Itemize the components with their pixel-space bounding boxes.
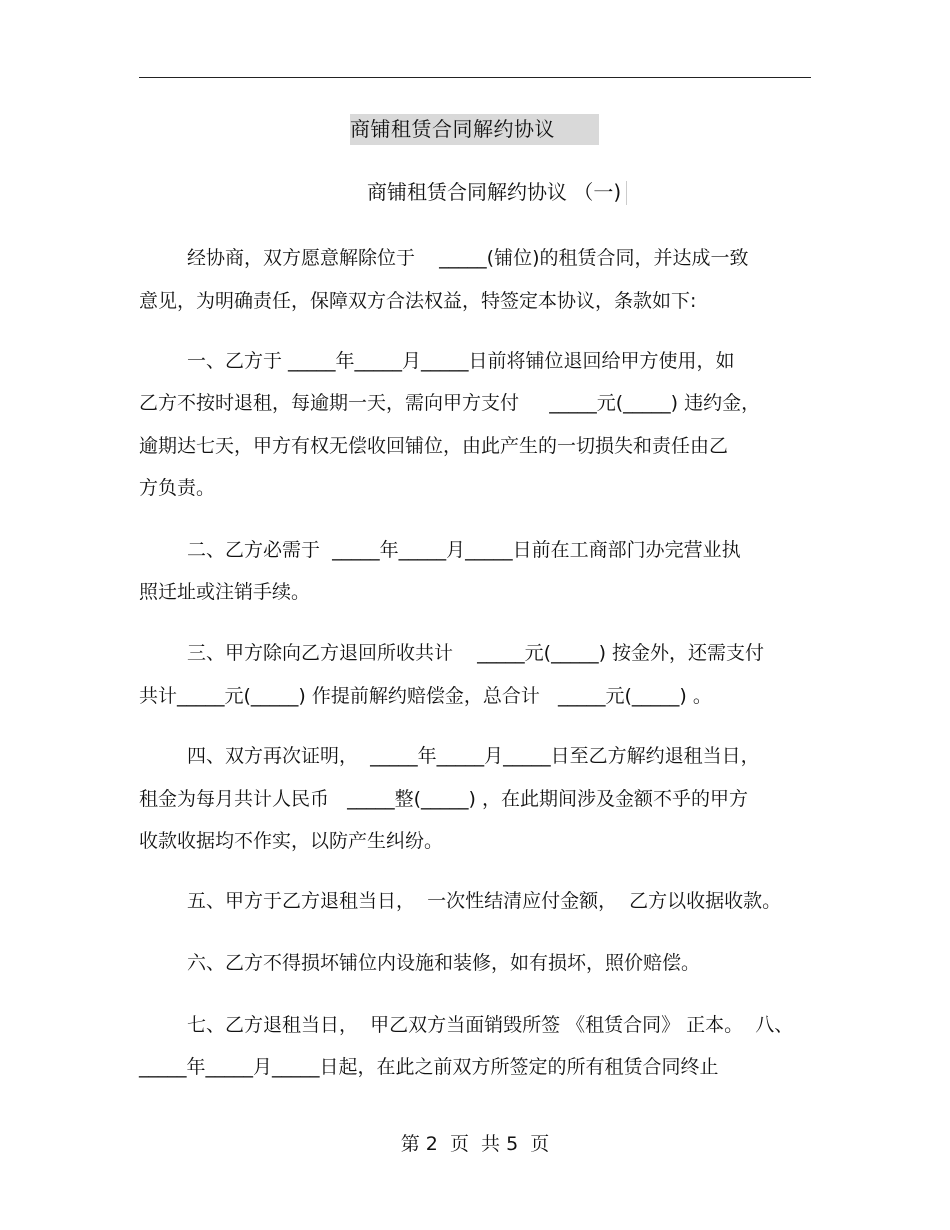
text-line: 一、乙方于 _____年_____月_____日前将铺位退回给甲方使用，如 bbox=[187, 350, 735, 372]
text-line: 租金为每月共计人民币 _____整(_____) ，在此期间涉及金额不乎的甲方 bbox=[139, 788, 748, 810]
text-line: 五、甲方于乙方退租当日， 一次性结清应付金额， 乙方以收据收款。 bbox=[187, 890, 782, 912]
text-line: 乙方不按时退租，每逾期一天，需向甲方支付 _____元(_____) 违约金， bbox=[139, 392, 761, 414]
text-line: 照迁址或注销手续。 bbox=[139, 581, 311, 603]
text-line: _____年_____月_____日起，在此之前双方所签定的所有租赁合同终止 bbox=[139, 1056, 719, 1078]
document-title: 商铺租赁合同解约协议 bbox=[350, 114, 599, 145]
document-subtitle: 商铺租赁合同解约协议 （一) bbox=[367, 180, 622, 204]
text-line: 四、双方再次证明， _____年_____月_____日至乙方解约退租当日， bbox=[187, 745, 760, 767]
top-rule bbox=[139, 77, 811, 78]
text-line: 三、甲方除向乙方退回所收共计 _____元(_____) 按金外，还需支付 bbox=[187, 642, 765, 664]
text-line: 经协商，双方愿意解除位于 _____(铺位)的租赁合同，并达成一致 bbox=[187, 247, 749, 269]
text-line: 七、乙方退租当日， 甲乙双方当面销毁所签 《租赁合同》 正本。 八、 bbox=[187, 1014, 794, 1036]
text-cursor-marker bbox=[626, 181, 627, 205]
text-line: 意见，为明确责任，保障双方合法权益，特签定本协议，条款如下: bbox=[139, 290, 697, 312]
text-line: 共计_____元(_____) 作提前解约赔偿金，总合计 _____元(_____) 。 bbox=[139, 685, 712, 707]
text-line: 二、乙方必需于 _____年_____月_____日前在工商部门办完营业执 bbox=[187, 539, 741, 561]
text-line: 收款收据均不作实，以防产生纠纷。 bbox=[139, 830, 444, 852]
text-line: 六、乙方不得损坏铺位内设施和装修，如有损坏，照价赔偿。 bbox=[187, 952, 701, 974]
text-line: 方负责。 bbox=[139, 477, 216, 499]
page-number-footer: 第 2 页 共 5 页 bbox=[400, 1133, 550, 1155]
text-line: 逾期达七天，甲方有权无偿收回铺位，由此产生的一切损失和责任由乙 bbox=[139, 435, 729, 457]
